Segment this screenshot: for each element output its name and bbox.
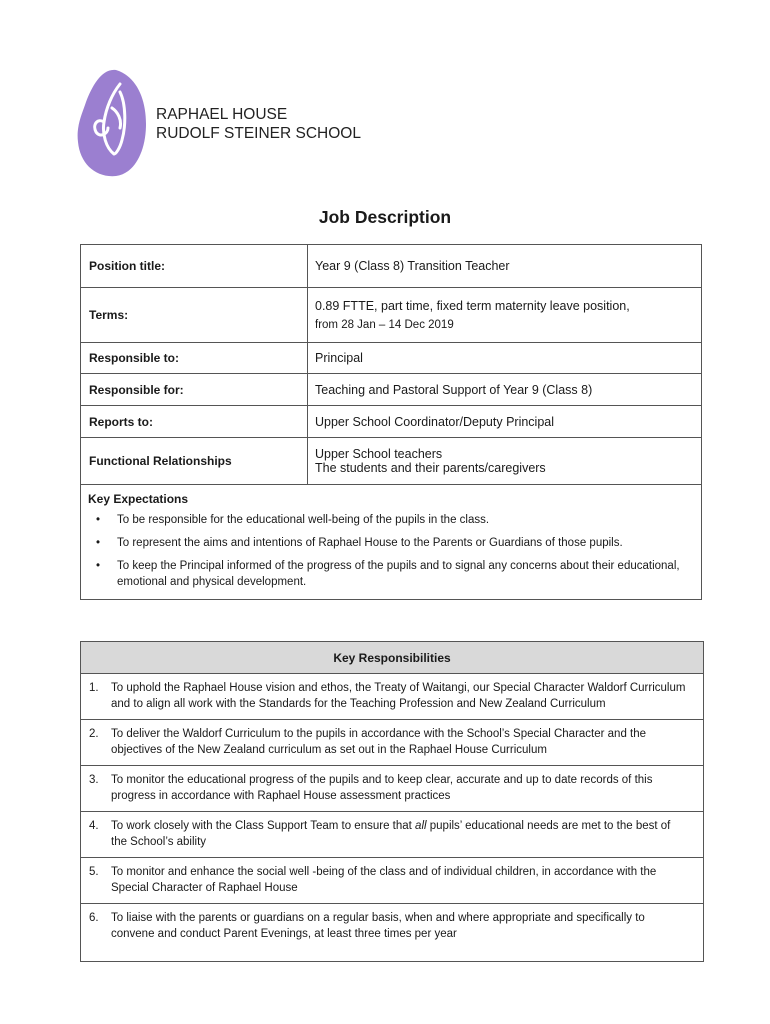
- responsibility-text-part: pupils’ educational needs are met to the best of the School’s ability: [111, 820, 671, 848]
- responsibility-text-part: To monitor the educational progress of the pupils and to keep clear, accurate and up to date records of this progress in accordance with Raphael House assessment practices: [111, 774, 653, 802]
- responsibility-text: [111, 910, 686, 942]
- table-row: [81, 288, 702, 343]
- reports-to-label: Reports to:: [81, 406, 308, 438]
- table-row: [81, 904, 704, 962]
- table-row: [81, 245, 702, 288]
- responsibility-text-part: To deliver the Waldorf Curriculum to the pupils in accordance with the School’s Special Character and the objectives of the New Zealand curriculum as set out in the Raphael House Curriculum: [111, 728, 647, 756]
- list-item: [88, 535, 694, 551]
- job-details-table: [80, 244, 702, 600]
- functional-value-line1: Upper School teachers: [315, 447, 443, 461]
- terms-label: Terms:: [81, 288, 308, 343]
- responsibility-text-part: To monitor and enhance the social well -being of the class and of individual children, in accordance with the Special Character of Raphael House: [111, 866, 657, 894]
- position-title-value: Year 9 (Class 8) Transition Teacher: [308, 245, 702, 288]
- responsible-for-label: Responsible for:: [81, 374, 308, 406]
- functional-relationships-label: Functional Relationships: [81, 438, 308, 485]
- table-row: [81, 642, 704, 674]
- bullet-icon: •: [96, 560, 101, 572]
- responsibility-text-part: To uphold the Raphael House vision and ethos, the Treaty of Waitangi, our Special Character Waldorf Curriculum and to align all work with the Standards for the Teaching Profession and New Zealand Curriculum: [111, 682, 686, 710]
- responsibility-emphasis: all: [415, 820, 427, 832]
- position-title-label: Position title:: [81, 245, 308, 288]
- responsibility-text: [111, 864, 686, 896]
- responsibility-number: 6.: [89, 912, 99, 924]
- terms-value-line1: 0.89 FTTE, part time, fixed term maternity leave position,: [315, 299, 630, 313]
- responsibility-text: [111, 726, 686, 758]
- responsibility-cell: [81, 674, 704, 720]
- table-row: [81, 674, 704, 720]
- responsible-to-label: Responsible to:: [81, 343, 308, 374]
- functional-value-line2: The students and their parents/caregivers: [315, 461, 546, 475]
- key-expectations-list: [88, 512, 694, 590]
- school-name-line1: RAPHAEL HOUSE: [156, 106, 288, 123]
- bullet-icon: •: [96, 514, 101, 526]
- key-responsibilities-table: [80, 641, 704, 962]
- terms-value-line2: from 28 Jan – 14 Dec 2019: [315, 319, 454, 331]
- responsibility-number: 2.: [89, 728, 99, 740]
- key-expectations-cell: [81, 485, 702, 600]
- document-title: Job Description: [318, 207, 452, 227]
- responsibility-text: [111, 680, 686, 712]
- responsibility-text-part: To liaise with the parents or guardians on a regular basis, when and where appropriate and specifically to convene and conduct Parent Evenings, at least three times per year: [111, 912, 645, 940]
- responsible-to-value: Principal: [308, 343, 702, 374]
- expectation-text: To be responsible for the educational well-being of the pupils in the class.: [117, 514, 490, 526]
- table-row: [81, 720, 704, 766]
- table-row: [81, 343, 702, 374]
- list-item: [88, 512, 694, 528]
- table-row: [81, 406, 702, 438]
- key-responsibilities-heading: Key Responsibilities: [81, 642, 704, 674]
- table-row: [81, 438, 702, 485]
- responsibility-number: 4.: [89, 820, 99, 832]
- responsibility-text: [111, 818, 686, 850]
- school-name: [156, 105, 361, 143]
- responsibility-cell: [81, 720, 704, 766]
- table-row: [81, 858, 704, 904]
- table-row: [81, 812, 704, 858]
- list-item: [88, 558, 694, 590]
- responsibility-text-part: To work closely with the Class Support Team to ensure that: [111, 820, 416, 832]
- school-name-line2: RUDOLF STEINER SCHOOL: [156, 125, 361, 142]
- responsibility-number: 1.: [89, 682, 99, 694]
- table-row: [81, 485, 702, 600]
- functional-relationships-value: [308, 438, 702, 485]
- responsibility-text: [111, 772, 686, 804]
- responsibility-number: 5.: [89, 866, 99, 878]
- raphael-house-logo-icon: [76, 68, 148, 178]
- table-row: [81, 766, 704, 812]
- terms-value: [308, 288, 702, 343]
- expectation-text: To represent the aims and intentions of Raphael House to the Parents or Guardians of those pupils.: [117, 537, 623, 549]
- key-expectations-heading: Key Expectations: [88, 492, 189, 506]
- responsibility-cell: [81, 766, 704, 812]
- responsibility-cell: [81, 904, 704, 962]
- responsibility-number: 3.: [89, 774, 99, 786]
- bullet-icon: •: [96, 537, 101, 549]
- responsible-for-value: Teaching and Pastoral Support of Year 9 (Class 8): [308, 374, 702, 406]
- responsibility-cell: [81, 812, 704, 858]
- responsibility-cell: [81, 858, 704, 904]
- reports-to-value: Upper School Coordinator/Deputy Principal: [308, 406, 702, 438]
- expectation-text: To keep the Principal informed of the progress of the pupils and to signal any concerns about their educational, emotional and physical development.: [117, 560, 680, 588]
- table-row: [81, 374, 702, 406]
